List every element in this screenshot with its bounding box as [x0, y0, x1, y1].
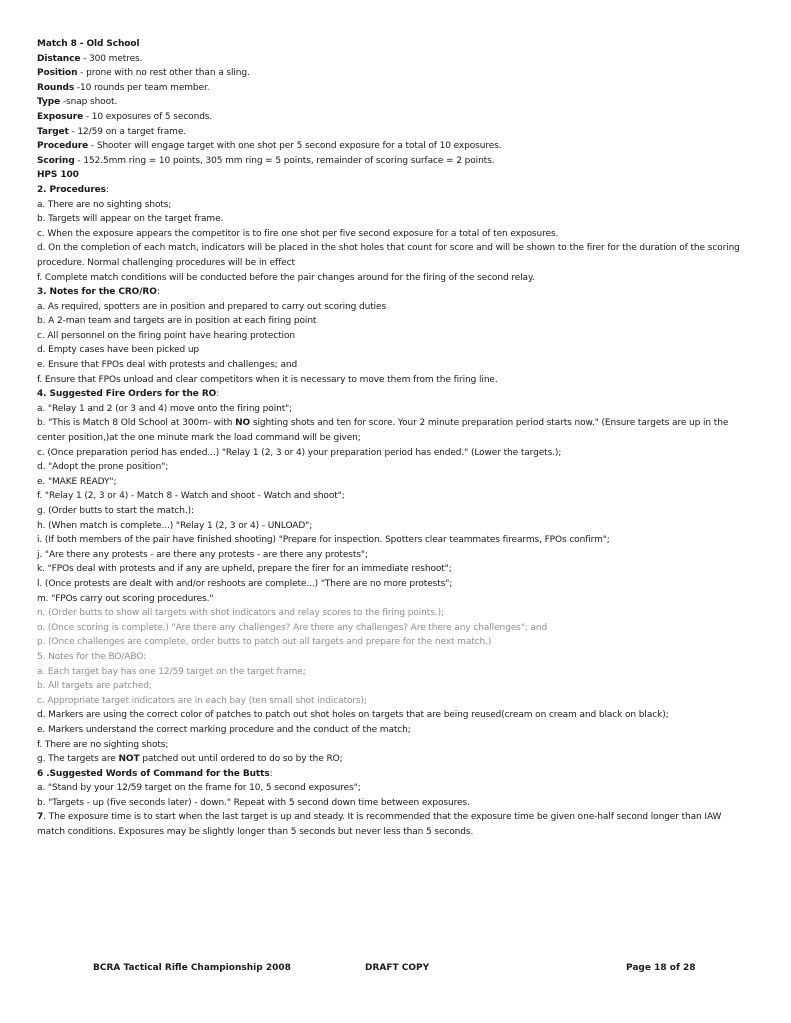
section-7-text: . The exposure time is to start when the last target is up and steady. It is recommended that the exposure time be given one-half second longer than IAW match conditions. Exposures may be slightly longer than 5 seconds but never less than 5 seconds. [37, 812, 722, 838]
section-3-item: a. As required, spotters are in position and prepared to carry out scoring duties [37, 301, 387, 312]
section-3-item: f. Ensure that FPOs unload and clear competitors when it is necessary to move them from the firing line. [37, 374, 498, 385]
page-footer [0, 963, 791, 977]
item-g-emphasis: NOT [118, 754, 140, 765]
match-title: Match 8 - Old School [37, 39, 140, 49]
item-b-start: b. "This is Match 8 Old School at 300m- with [37, 418, 236, 429]
section-7-paragraph [37, 810, 752, 839]
section-4-item: f. "Relay 1 (2, 3 or 4) - Match 8 - Watch and shoot - Watch and shoot"; [37, 491, 345, 502]
footer-draft-label: DRAFT COPY [365, 963, 430, 973]
target-text: - 12/59 on a target frame. [68, 126, 187, 137]
section-4-item: m. "FPOs carry out scoring procedures." [37, 593, 214, 604]
section-3-item: c. All personnel on the firing point have hearing protection [37, 330, 295, 341]
section-3-heading-colon: : [156, 287, 160, 298]
section-6-item: b. "Targets - up (five seconds later) - down." Repeat with 5 second down time between exposures. [37, 797, 470, 808]
section-4-heading [37, 387, 752, 402]
type-line [37, 95, 752, 110]
section-5-item-faded: c. Appropriate target indicators are in each bay (ten small shot indicators); [37, 695, 367, 706]
scoring-text: - 152.5mm ring = 10 points, 305 mm ring = 5 points, remainder of scoring surface = 2 points. [74, 155, 495, 166]
scoring-label: Scoring [37, 155, 75, 166]
section-2-item: f. Complete match conditions will be conducted before the pair changes around for the firing of the second relay. [37, 272, 535, 283]
item-b-end: sighting shots and ten for score. Your 2 minute preparation period starts now." (Ensure targets are up in the center position,)at the one minute mark the load command will be given; [37, 418, 729, 444]
distance-line [37, 52, 752, 67]
section-4-item: j. "Are there any protests - are there any protests - are there any protests"; [37, 549, 368, 560]
section-3-item: e. Ensure that FPOs deal with protests and challenges; and [37, 360, 298, 371]
item-b-emphasis: NO [235, 418, 251, 429]
section-4-item: d. "Adopt the prone position"; [37, 462, 169, 473]
rounds-text: -10 rounds per team member. [74, 82, 210, 93]
hps-line: HPS 100 [37, 170, 79, 181]
position-label: Position [37, 68, 78, 79]
distance-text: - 300 metres. [80, 53, 143, 64]
section-4-item: c. (Once preparation period has ended...) "Relay 1 (2, 3 or 4) your preparation period has ended." (Lower the targets.); [37, 447, 562, 458]
section-4-item: l. (Once protests are dealt with and/or reshoots are complete...) "There are no more protests"; [37, 578, 453, 589]
section-6-heading-text: 6 .Suggested Words of Command for the Butts [37, 768, 270, 779]
section-2-item: d. On the completion of each match, indicators will be placed in the shot holes that count for score and will be shown to the firer for the duration of the scoring procedure. Normal challenging procedures will be in effect [37, 243, 740, 268]
section-6-item: a. "Stand by your 12/59 target on the frame for 10, 5 second exposures"; [37, 783, 361, 794]
rounds-label: Rounds [37, 82, 75, 93]
section-5-item: d. Markers are using the correct color of patches to patch out shot holes on targets that are being reused(cream on cream and black on black); [37, 710, 669, 721]
exposure-line [37, 110, 752, 125]
section-4-item-faded: p. (Once challenges are complete, order butts to patch out all targets and prepare for the next match.) [37, 637, 492, 648]
distance-label: Distance [37, 53, 81, 64]
section-2-heading [37, 183, 752, 198]
section-6-heading [37, 767, 752, 782]
footer-title: BCRA Tactical Rifle Championship 2008 [93, 963, 291, 973]
section-4-item: e. "MAKE READY"; [37, 476, 117, 487]
section-5-item: f. There are no sighting shots; [37, 739, 169, 750]
section-4-item: i. (If both members of the pair have finished shooting) "Prepare for inspection. Spotters clear teammates firearms, FPOs confirm"; [37, 535, 610, 546]
section-4-heading-text: 4. Suggested Fire Orders for the RO [37, 389, 217, 400]
scoring-line [37, 154, 752, 169]
section-5-item-faded: b. All targets are patched; [37, 681, 152, 692]
procedure-label: Procedure [37, 141, 89, 152]
section-4-item: k. "FPOs deal with protests and if any are upheld, prepare the firer for an immediate reshoot"; [37, 564, 452, 575]
position-line [37, 66, 752, 81]
rounds-line [37, 81, 752, 96]
section-3-item: b. A 2-man team and targets are in position at each firing point [37, 316, 317, 327]
exposure-label: Exposure [37, 111, 84, 122]
section-4-item-faded: n. (Order butts to show all targets with shot indicators and relay scores to the firing points.); [37, 608, 444, 619]
target-label: Target [37, 126, 69, 137]
section-6-heading-colon: : [269, 768, 273, 779]
footer-page-number: Page 18 of 28 [626, 963, 696, 973]
section-5-item: e. Markers understand the correct marking procedure and the conduct of the match; [37, 724, 411, 735]
section-4-item-faded: o. (Once scoring is complete.) "Are there any challenges? Are there any challenges? Are there any challenges"; and [37, 622, 548, 633]
exposure-text: - 10 exposures of 5 seconds. [83, 111, 213, 122]
section-4-item [37, 416, 752, 445]
target-line [37, 125, 752, 140]
procedure-text: - Shooter will engage target with one shot per 5 second exposure for a total of 10 exposures. [88, 141, 502, 152]
section-4-item: h. (When match is complete...) "Relay 1 (2, 3 or 4) - UNLOAD"; [37, 520, 313, 531]
document-body [37, 37, 752, 840]
type-label: Type [37, 97, 61, 108]
section-4-item: a. "Relay 1 and 2 (or 3 and 4) move onto the firing point"; [37, 403, 293, 414]
section-2-item: b. Targets will appear on the target frame. [37, 214, 224, 225]
section-2-item: c. When the exposure appears the competitor is to fire one shot per five second exposure for a total of ten exposures. [37, 228, 559, 239]
section-7-number: 7 [37, 812, 44, 823]
section-4-heading-colon: : [216, 389, 220, 400]
section-3-item: d. Empty cases have been picked up [37, 345, 200, 356]
section-5-heading: 5. Notes for the BO/ABO: [37, 651, 147, 662]
procedure-line [37, 139, 752, 154]
item-g-end: patched out until ordered to do so by the RO; [139, 754, 343, 765]
section-3-heading [37, 285, 752, 300]
section-2-heading-text: 2. Procedures [37, 184, 106, 195]
section-4-item: g. (Order butts to start the match.): [37, 506, 194, 516]
item-g-start: g. The targets are [37, 754, 119, 765]
section-5-item [37, 752, 752, 767]
section-3-heading-text: 3. Notes for the CRO/RO [37, 287, 157, 298]
section-5-item-faded: a. Each target bay has one 12/59 target on the target frame; [37, 666, 306, 677]
section-2-item: a. There are no sighting shots; [37, 199, 172, 210]
position-text: - prone with no rest other than a sling. [77, 68, 250, 79]
type-text: -snap shoot. [60, 97, 118, 108]
section-2-heading-colon: : [105, 184, 109, 195]
